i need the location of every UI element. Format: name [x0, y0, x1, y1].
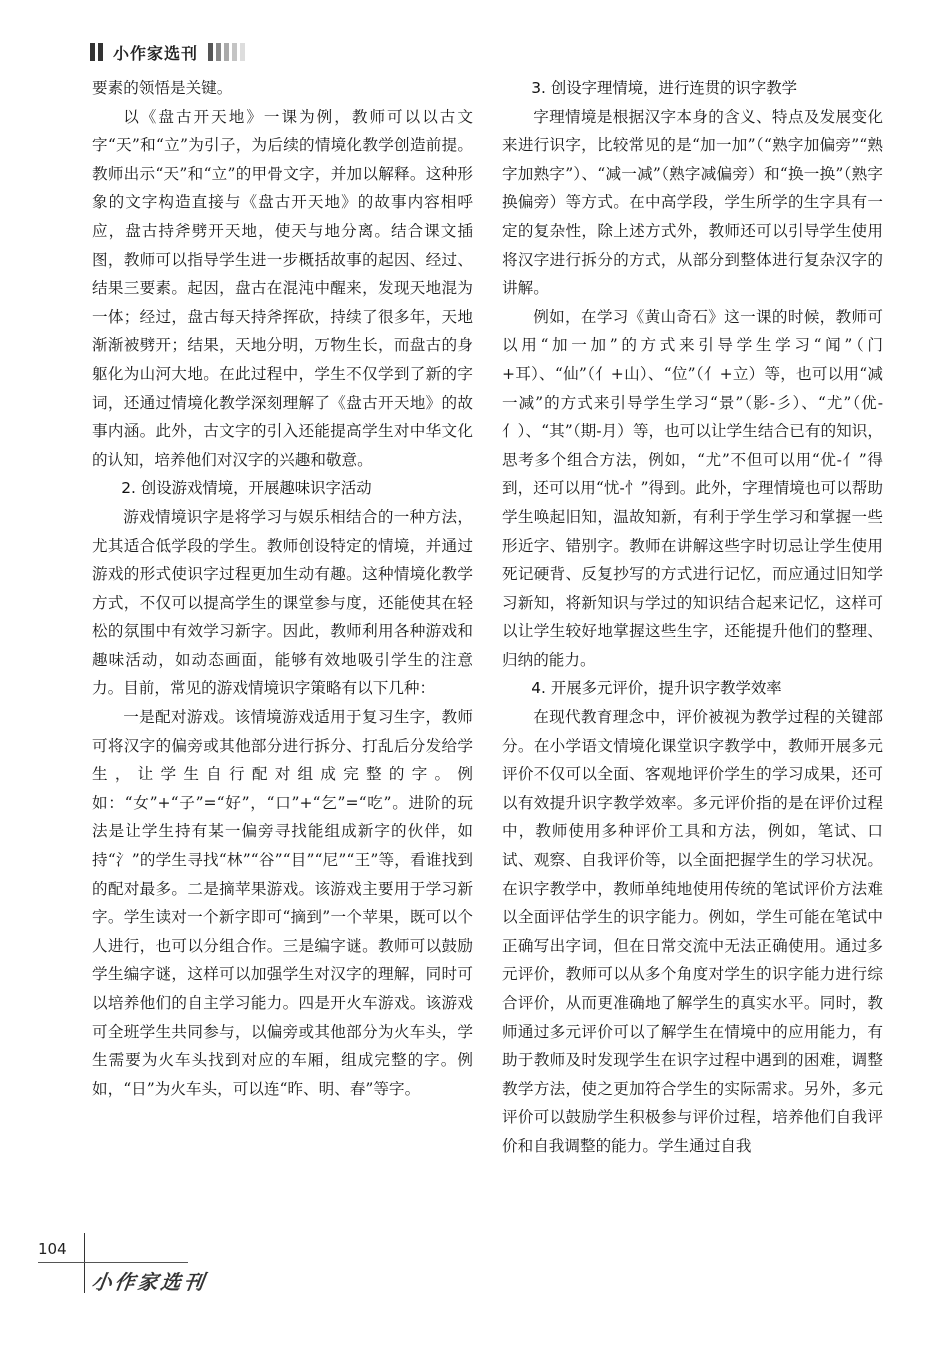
section-heading: 2. 创设游戏情境，开展趣味识字活动 [121, 479, 372, 498]
header-bars-left [90, 43, 103, 61]
footer-logo: 小作家选刊 [90, 1270, 209, 1294]
paragraph: 字理情境是根据汉字本身的含义、特点及发展变化来进行识字，比较常见的是“加一加”（“熟字加偏旁”“熟字加熟字”）、“减一减”（熟字减偏旁）和“换一换”（熟字换偏旁）等方式。在中高学段，学生所学的生字具有一定的复杂性，除上述方式外，教师还可以引导学生使用将汉字进行拆分的方式，从部分到整体进行复杂汉字的讲解。 [502, 107, 883, 298]
paragraph: 一是配对游戏。该情境游戏适用于复习生字，教师可将汉字的偏旁或其他部分进行拆分、打乱后分发给学生，让学生自行配对组成完整的字。例如：“女”+“子”=“好”，“口”+“乞”=“吃”。进阶的玩法是让学生持有某一偏旁寻找能组成新字的伙伴，如持“氵”的学生寻找“林”“谷”“目”“尼”“王”等，看谁找到的配对最多。二是摘苹果游戏。该游戏主要用于学习新字。学生读对一个新字即可“摘到”一个苹果，既可以个人进行，也可以分组合作。三是编字谜。教师可以鼓励学生编字谜，这样可以加强学生对汉字的理解，同时可以培养他们的自主学习能力。四是开火车游戏。该游戏可全班学生共同参与，以偏旁或其他部分为火车头，学生需要为火车头找到对应的车厢，组成完整的字。例如，“日”为火车头，可以连“昨、明、春”等字。 [92, 708, 473, 1098]
paragraph: 游戏情境识字是将学习与娱乐相结合的一种方法，尤其适合低学段的学生。教师创设特定的情境，并通过游戏的形式使识字过程更加生动有趣。这种情境化教学方式，不仅可以提高学生的课堂参与度，还能使其在轻松的氛围中有效学习新字。因此，教师利用各种游戏和趣味活动，如动态画面，能够有效地吸引学生的注意力。目前，常见的游戏情境识字策略有以下几种： [92, 507, 473, 698]
section-heading: 4. 开展多元评价，提升识字教学效率 [531, 679, 782, 698]
page-number: 104 [38, 1240, 67, 1258]
footer-vertical-rule [84, 1233, 85, 1293]
header-bars-right [208, 43, 245, 61]
running-header [90, 40, 245, 64]
section-heading: 3. 创设字理情境，进行连贯的识字教学 [531, 79, 798, 97]
right-column [502, 74, 883, 1161]
paragraph: 要素的领悟是关键。 [92, 79, 233, 97]
journal-title: 小作家选刊 [113, 43, 199, 63]
paragraph: 在现代教育理念中，评价被视为教学过程的关键部分。在小学语文情境化课堂识字教学中，教师开展多元评价不仅可以全面、客观地评价学生的学习成果，还可以有效提升识字教学效率。多元评价指的是在评价过程中，教师使用多种评价工具和方法，例如，笔试、口试、观察、自我评价等，以全面把握学生的学习状况。在识字教学中，教师单纯地使用传统的笔试评价方法难以全面评估学生的识字能力。例如，学生可能在笔试中正确写出字词，但在日常交流中无法正确使用。通过多元评价，教师可以从多个角度对学生的识字能力进行综合评价，从而更准确地了解学生的真实水平。同时，教师通过多元评价可以了解学生在情境中的应用能力，有助于教师及时发现学生在识字过程中遇到的困难，调整教学方法，使之更加符合学生的实际需求。另外，多元评价可以鼓励学生积极参与评价过程，培养他们自我评价和自我调整的能力。学生通过自我 [502, 708, 883, 1155]
footer-horizontal-rule [38, 1262, 188, 1263]
left-column [92, 74, 473, 1103]
paragraph: 以《盘古开天地》一课为例，教师可以以古文字“天”和“立”为引子，为后续的情境化教学创造前提。教师出示“天”和“立”的甲骨文字，并加以解释。这种形象的文字构造直接与《盘古开天地》的故事内容相呼应，盘古持斧劈开天地，使天与地分离。结合课文插图，教师可以指导学生进一步概括故事的起因、经过、结果三要素。起因，盘古在混沌中醒来，发现天地混为一体；经过，盘古每天持斧挥砍，持续了很多年，天地渐渐被劈开；结果，天地分明，万物生长，而盘古的身躯化为山河大地。在此过程中，学生不仅学到了新的字词，还通过情境化教学深刻理解了《盘古开天地》的故事内涵。此外，古文字的引入还能提高学生对中华文化的认知，培养他们对汉字的兴趣和敬意。 [92, 107, 473, 469]
paragraph: 例如，在学习《黄山奇石》这一课的时候，教师可以用“加一加”的方式来引导学生学习“闻”（门+耳）、“仙”（亻+山）、“位”（亻+立）等，也可以用“减一减”的方式来引导学生学习“景”（影-彡）、“尤”（优-亻）、“其”（期-月）等，也可以让学生结合已有的知识，思考多个组合方法，例如，“尤”不但可以用“优-亻”得到，还可以用“忧-忄”得到。此外，字理情境也可以帮助学生唤起旧知，温故知新，有利于学生学习和掌握一些形近字、错别字。教师在讲解这些字时切忌让学生使用死记硬背、反复抄写的方式进行记忆，而应通过旧知学习新知，将新知识与学过的知识结合起来记忆，这样可以让学生较好地掌握这些生字，还能提升他们的整理、归纳的能力。 [502, 307, 883, 669]
